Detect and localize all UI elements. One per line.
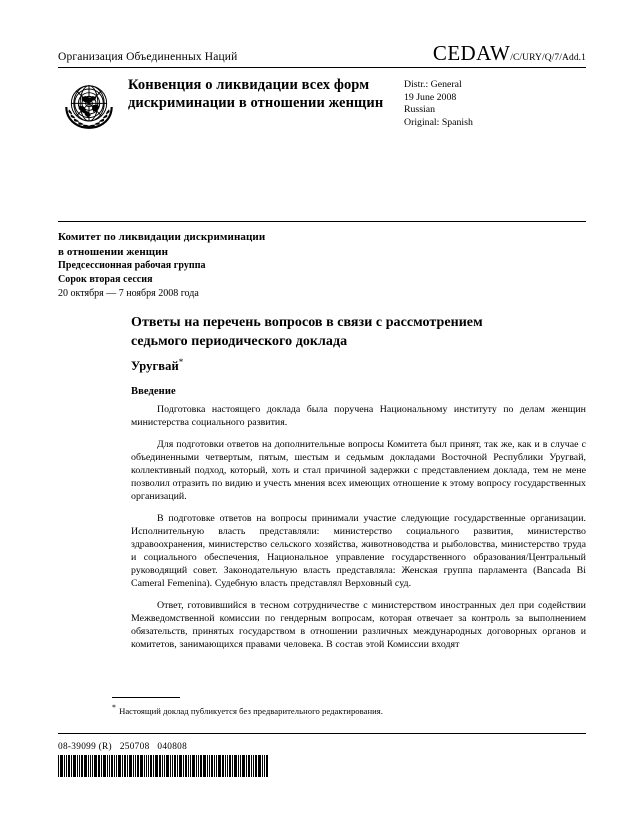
- country-name: Уругвай: [131, 359, 179, 373]
- masthead-body-row: [58, 77, 586, 135]
- distribution-type: Distr.: General: [404, 79, 462, 90]
- country-footnote-marker: *: [178, 356, 184, 367]
- paragraph: Для подготовки ответов на дополнительные вопросы Комитета был принят, так же, как и в случае с объединенными четвертым, пятым, шестым и седьмым докладами Восточной Республики Уругвай, коллективный подход, который, хоть и стал причиной задержки с представлением доклада, тем не мене позволил отразить по видию и учесть мнения всех имеющих отношение к этому вопросу государственных организаций.: [131, 439, 586, 502]
- document-symbol: [433, 43, 586, 64]
- footnote-marker: *: [112, 703, 117, 713]
- paragraph: Подготовка настоящего доклада была поручена Национальному институту по делам женщин министерства социального развития.: [131, 404, 586, 428]
- organization-name: Организация Объединенных Наций: [58, 51, 238, 63]
- working-group-label: Предсессионная рабочая группа: [58, 260, 206, 271]
- document-symbol-suffix: /C/URY/Q/7/Add.1: [510, 53, 586, 63]
- country-heading: [131, 356, 184, 374]
- masthead-divider: [58, 67, 586, 68]
- committee-name-line1: Комитет по ликвидации дискриминации: [58, 231, 266, 243]
- session-dates: 20 октября — 7 ноября 2008 года: [58, 288, 199, 299]
- session-label: Сорок вторая сессия: [58, 273, 153, 285]
- barcode: [58, 755, 269, 777]
- footnote-divider: [112, 697, 180, 698]
- committee-name-line2: в отношении женщин: [58, 245, 169, 258]
- document-symbol-main: CEDAW: [432, 41, 511, 65]
- distribution-language: Russian: [404, 104, 436, 116]
- paragraph: Ответ, готовившийся в тесном сотрудничестве с министерством иностранных дел при содействии Межведомственной комиссии по гендерным вопросам, которая отвечает за контроль за выполнением обязательств, принятых государством в отношении различных международных договорных органов и комитетов, занимающихся правами человека. В состав этой Комиссии входят: [131, 600, 586, 650]
- distribution-block: [404, 79, 584, 129]
- footnote: [112, 703, 552, 717]
- committee-block: [58, 230, 458, 301]
- distribution-date: 19 June 2008: [404, 91, 457, 103]
- body-text: [131, 404, 586, 661]
- footer-job-number: 08-39099 (R) 250708 040808: [58, 742, 188, 752]
- paragraph: В подготовке ответов на вопросы принимали участие следующие государственные организации. Исполнительную власть представляли: министерство социального развития, министерство здравоохранения, министерство сельского хозяйства, животноводства и рыболовства, министерство труда и социального обеспечения, Национальное управление государственного образования/Центральный руководящий совет. Законодательную власть представляла: Женская группа парламента (Bancada Bi Cameral Femenina). Судебную власть представлял Верховный суд.: [131, 513, 586, 589]
- section-divider: [58, 221, 586, 222]
- footer-divider: [58, 733, 586, 734]
- distribution-original: Original: Spanish: [404, 116, 473, 128]
- convention-title: Конвенция о ликвидации всех форм дискриминации в отношении женщин: [128, 77, 384, 111]
- masthead-top-row: [58, 41, 586, 65]
- masthead: [58, 41, 586, 135]
- introduction-heading: Введение: [131, 386, 176, 397]
- footnote-text: Настоящий доклад публикуется без предварительного редактирования.: [119, 706, 383, 716]
- un-emblem-icon: [58, 79, 120, 135]
- page-title: Ответы на перечень вопросов в связи с рассмотрением седьмого периодического доклада: [131, 315, 483, 349]
